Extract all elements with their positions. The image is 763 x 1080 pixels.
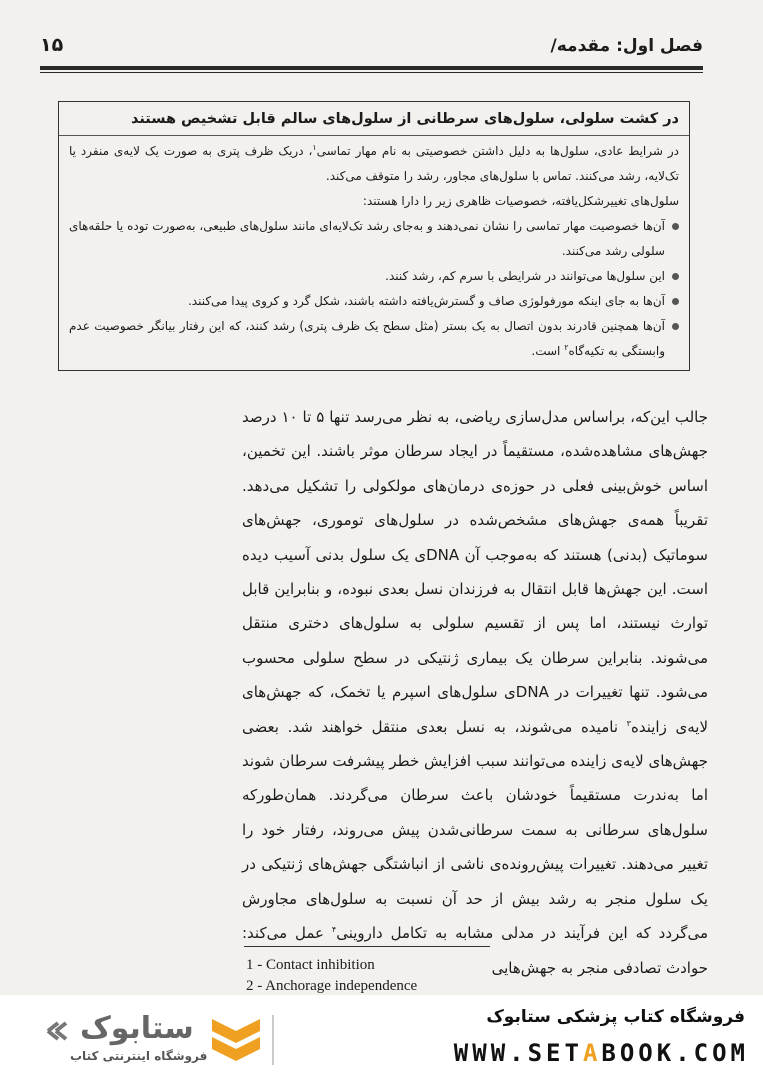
body-paragraph: جالب این‌که، براساس مدل‌سازی ریاضی، به نظر می‌رسد تنها ۵ تا ۱۰ درصد جهش‌های مشاهده‌شده، مستقیماً در ایجاد سرطان موثر باشند. این تخمین، اساس خوش‌بینی فعلی در حوزه‌ی درمان‌های مولکولی را تشکیل می‌دهد. تقریباً همه‌ی جهش‌های مشخص‌شده در سلول‌های توموری، جهش‌های سوماتیک (بدنی) هستند که به‌موجب آن DNAی یک سلول بدنی آسیب دیده است. این جهش‌ها قابل انتقال به فرزندان نسل بعدی نبوده، و بنابراین قابل توارث نیستند، اما پس از تقسیم سلولی به سلول‌های دختری منتقل می‌شوند. بنابراین سرطان یک بیماری ژنتیکی در سطح سلولی محسوب می‌شود. تنها تغییرات در DNAی سلول‌های اسپرم یا تخمک، که جهش‌های لایه‌ی زاینده$^۳$ نامیده می‌شوند، به نسل بعدی منتقل خواهند شد. بعضی جهش‌های لایه‌ی زاینده می‌توانند سبب افزایش خطر پیشرفت سرطان شوند اما به‌ندرت مستقیماً خودشان باعث سرطان می‌گردند. همان‌طورکه سلول‌های سرطانی به سمت سرطانی‌شدن پیش می‌روند، رفتار خود را تغییر می‌دهند. تغییرات پیش‌رونده‌ی ناشی از انباشتگی جهش‌های ژنتیکی در یک سلول منجر به رشد بیش از حد آن نسبت به سلول‌های مجاورش می‌گردد که این فرآیند در مدلی مشابه به تکامل داروینی$^۴$ عمل می‌کند: حوادث تصادفی منجر به جهش‌هایی — [242, 408, 708, 977]
info-box-features-intro: سلول‌های تغییرشکل‌یافته، خصوصیات ظاهری زیر را دارا هستند: — [362, 194, 679, 208]
list-item: آن‌ها خصوصیت مهار تماسی را نشان نمی‌دهند و به‌جای رشد تک‌لایه‌ای مانند سلول‌های طبیعی، به‌صورت توده یا حلقه‌های سلولی رشد می‌کنند. — [69, 214, 665, 264]
footnotes — [246, 955, 417, 997]
page-header — [40, 30, 703, 66]
store-logo[interactable] — [40, 1009, 300, 1069]
list-item: آن‌ها به جای اینکه مورفولوژی صاف و گسترش‌یافته داشته باشند، شکل گرد و کروی پیدا می‌کنند. — [69, 289, 665, 314]
info-box — [58, 101, 690, 371]
footnote-1: 1 - Contact inhibition — [246, 957, 375, 973]
store-banner — [0, 995, 763, 1080]
footnote-2: 2 - Anchorage independence — [246, 978, 418, 994]
list-item: آن‌ها همچنین قادرند بدون اتصال به یک بستر (مثل سطح یک ظرف پتری) رشد کنند، که این رفتار بیانگر خصوصیت عدم وابستگی به تکیه‌گاه$^۲$ است. — [69, 314, 665, 364]
info-box-body — [69, 136, 679, 364]
info-box-title: در کشت سلولی، سلول‌های سرطانی از سلول‌های سالم قابل تشخیص هستند — [59, 102, 689, 136]
page-number: ۱۵ — [40, 34, 64, 56]
list-item: این سلول‌ها می‌توانند در شرایطی با سرم کم، رشد کنند. — [69, 264, 665, 289]
footnote-rule — [244, 946, 490, 947]
info-box-intro: در شرایط عادی، سلول‌ها به دلیل داشتن خصوصیتی به نام مهار تماسی$^۱$، دریک ظرف پتری به صورت یک لایه‌ی منفرد یا تک‌لایه، رشد می‌کنند. تماس با سلول‌های مجاور، رشد را متوقف می‌کند. — [69, 143, 679, 183]
logo-wordmark: ستابوک — [80, 1011, 194, 1046]
store-name: فروشگاه کتاب پزشکی ستابوک — [486, 1007, 745, 1027]
main-text — [242, 400, 708, 985]
header-rule — [40, 66, 703, 70]
logo-tagline: فروشگاه اینترنتی کتاب — [70, 1049, 208, 1063]
features-list — [69, 214, 679, 364]
header-rule-thin — [40, 72, 703, 73]
store-url[interactable]: WWW.SETABOOK.COM — [453, 1039, 749, 1067]
chapter-title: فصل اول: مقدمه/ — [550, 36, 703, 56]
